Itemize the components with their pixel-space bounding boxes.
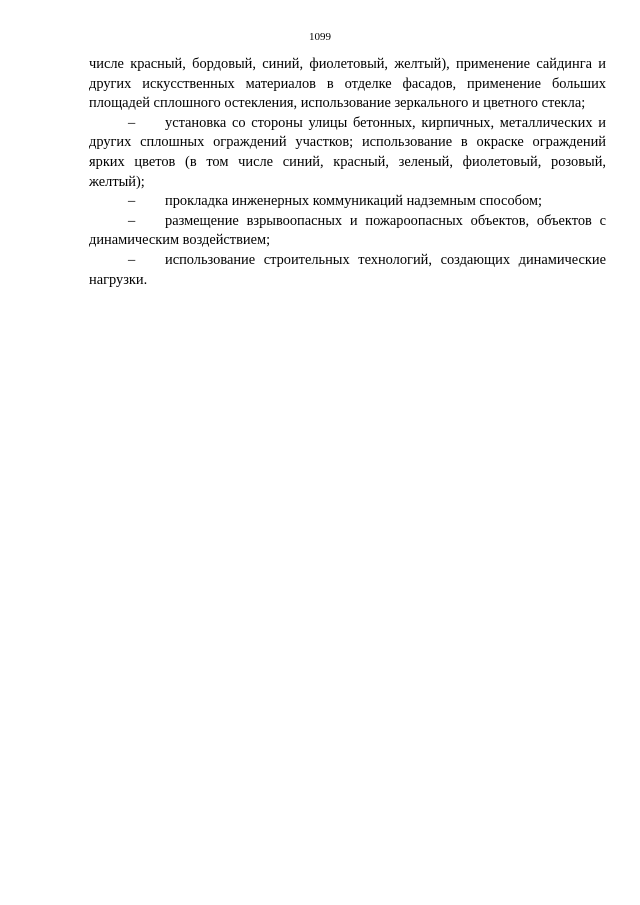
page-number: 1099 bbox=[309, 31, 331, 43]
paragraph-continuation: числе красный, бордовый, синий, фиолетовый, желтый), применение сайдинга и других искусственных материалов в отделке фасадов, применение больших площадей сплошного остекления, использование зеркального и цветного стекла; bbox=[89, 56, 606, 112]
list-item bbox=[89, 114, 606, 192]
list-item-text: установка со стороны улицы бетонных, кирпичных, металлических и других сплошных ограждений участков; использование в окраске ограждений ярких цветов (в том числе синий, красный, зеленый, фиолетовый, розовый, желтый); bbox=[89, 114, 606, 190]
list-item bbox=[89, 192, 606, 212]
list-dash: – bbox=[128, 212, 136, 229]
document-body bbox=[89, 55, 606, 290]
list-item-text: прокладка инженерных коммуникаций надземным способом; bbox=[165, 193, 542, 210]
list-item bbox=[89, 251, 606, 290]
list-item-text: использование строительных технологий, создающих динамические нагрузки. bbox=[89, 251, 606, 288]
list-dash: – bbox=[128, 114, 136, 131]
list-item-text: размещение взрывоопасных и пожароопасных объектов, объектов с динамическим воздействием; bbox=[89, 212, 606, 249]
list-item bbox=[89, 212, 606, 251]
list-dash: – bbox=[128, 251, 136, 268]
list-dash: – bbox=[128, 193, 136, 210]
